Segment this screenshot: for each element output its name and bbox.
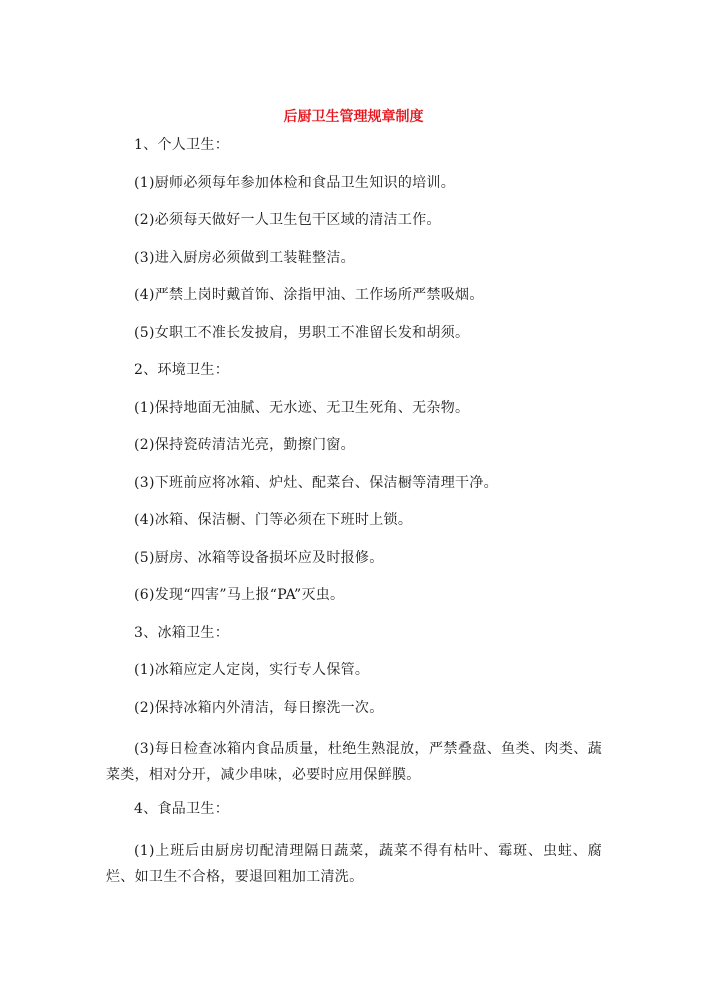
- document-body: [106, 136, 602, 902]
- document-title: 后厨卫生管理规章制度: [283, 109, 424, 125]
- paragraph: (5)女职工不准长发披肩，男职工不准留长发和胡须。: [134, 324, 470, 341]
- paragraph: (4)冰箱、保洁橱、门等必须在下班时上锁。: [134, 512, 413, 528]
- paragraph: (3)进入厨房必须做到工装鞋整洁。: [134, 249, 355, 266]
- paragraph: (1)上班后由厨房切配清理隔日蔬菜，蔬菜不得有枯叶、霉斑、虫蛀、腐烂、如卫生不合格，要退回粗加工清洗。: [106, 842, 602, 885]
- paragraph: (3)每日检查冰箱内食品质量，杜绝生熟混放，严禁叠盘、鱼类、肉类、蔬菜类，相对分开，减少串味，必要时应用保鲜膜。: [106, 741, 602, 783]
- paragraph: (6)发现“四害”马上报“PA”灭虫。: [134, 587, 345, 603]
- paragraph: (1)冰箱应定人定岗，实行专人保管。: [134, 662, 370, 678]
- paragraph: (4)严禁上岗时戴首饰、涂指甲油、工作场所严禁吸烟。: [134, 287, 484, 303]
- section-heading-food-hygiene: 4、食品卫生：: [134, 801, 230, 817]
- section-heading-personal-hygiene: 1、个人卫生：: [134, 137, 230, 153]
- paragraph: (3)下班前应将冰箱、炉灶、配菜台、保洁橱等清理干净。: [134, 474, 498, 491]
- paragraph: (2)保持瓷砖清洁光亮，勤擦门窗。: [134, 437, 355, 453]
- paragraph: (2)保持冰箱内外清洁，每日擦洗一次。: [134, 699, 384, 716]
- section-heading-environment-hygiene: 2、环境卫生：: [134, 362, 230, 378]
- paragraph: (5)厨房、冰箱等设备损坏应及时报修。: [134, 549, 384, 566]
- section-heading-fridge-hygiene: 3、冰箱卫生：: [134, 624, 230, 641]
- paragraph: (2)必须每天做好一人卫生包干区域的清洁工作。: [134, 212, 441, 228]
- paragraph: (1)厨师必须每年参加体检和食品卫生知识的培训。: [134, 174, 456, 191]
- paragraph: (1)保持地面无油腻、无水迹、无卫生死角、无杂物。: [134, 399, 470, 416]
